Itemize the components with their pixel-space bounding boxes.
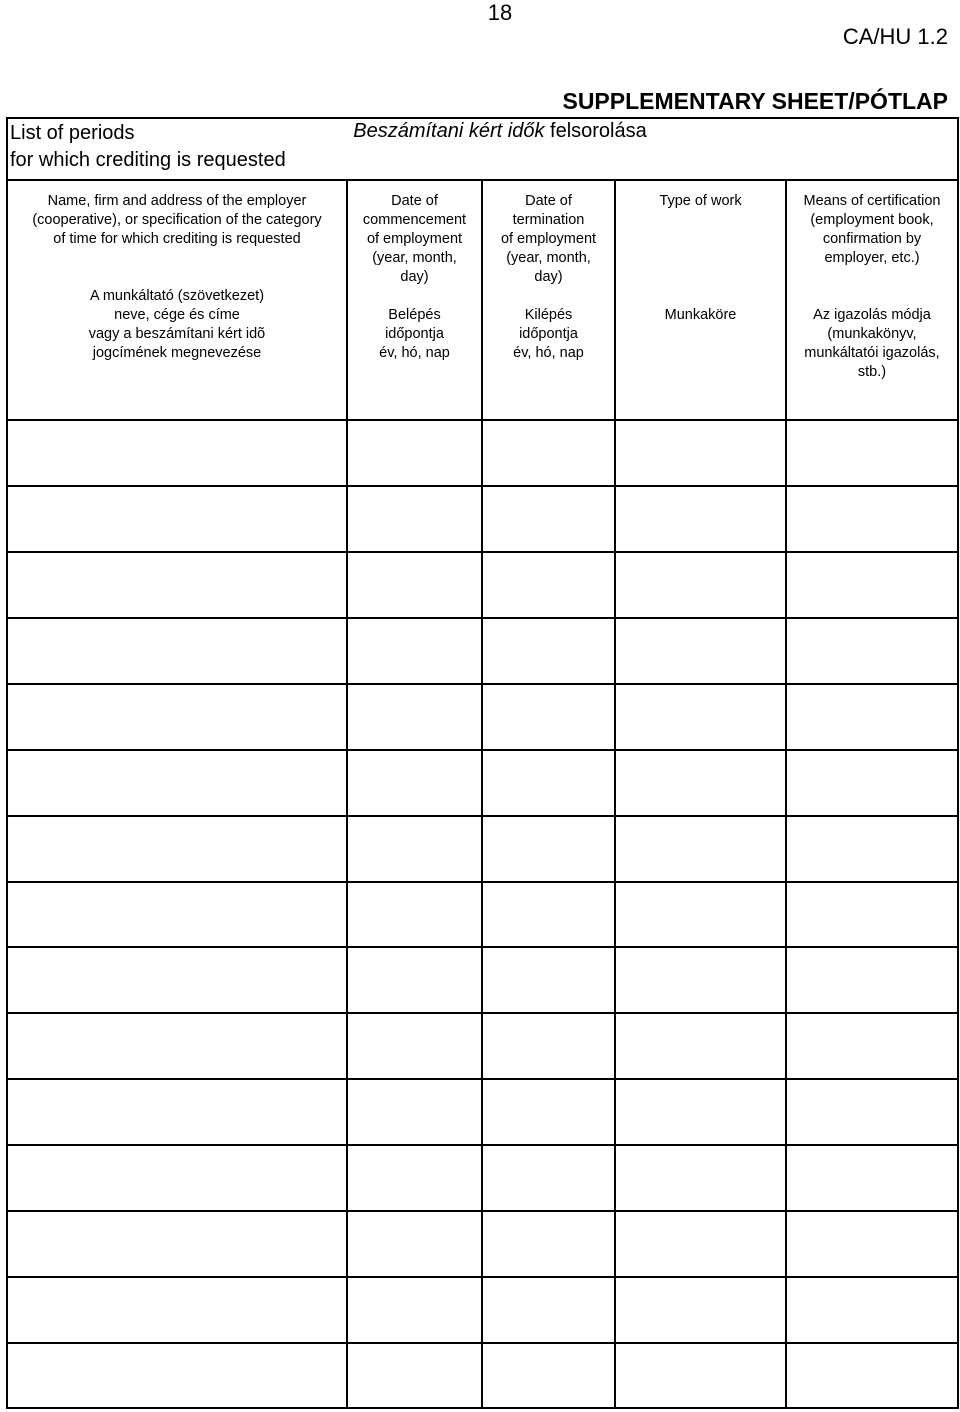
column-rule	[614, 180, 616, 1409]
col-hu-line: Munkaköre	[664, 307, 737, 323]
col-en-line: Date of	[525, 193, 572, 209]
col-en-line: Means of certification	[803, 193, 941, 209]
section-subtitle-rest: felsorolása	[544, 120, 647, 142]
column-header-type-of-work	[616, 192, 785, 325]
col-en-line: (employment book,	[810, 212, 934, 228]
col-en-line: Type of work	[659, 193, 742, 209]
col-en-line: Name, firm and address of the employer	[47, 193, 307, 209]
col-en-line: of employment	[366, 231, 463, 247]
col-en-line: employer, etc.)	[824, 250, 920, 266]
form-code: CA/HU 1.2	[842, 24, 948, 49]
col-en-line: confirmation by	[822, 231, 922, 247]
col-en-line: (cooperative), or specification of the category	[32, 212, 322, 228]
col-en-line: termination	[512, 212, 585, 228]
col-en-line: of employment	[500, 231, 597, 247]
col-en-line: commencement	[362, 212, 467, 228]
col-hu-line: A munkáltató (szövetkezet)	[89, 288, 265, 304]
column-header-employer	[8, 192, 346, 363]
column-header-commencement	[348, 192, 481, 363]
column-header-termination	[483, 192, 614, 363]
col-en-line: of time for which crediting is requested	[53, 231, 301, 247]
col-hu-line: Belépés	[388, 307, 441, 323]
col-en-line: day)	[534, 269, 563, 285]
col-hu-line: munkáltatói igazolás,	[804, 345, 940, 361]
col-hu-line: év, hó, nap	[513, 345, 584, 361]
section-subtitle-italic: Beszámítani kért idők	[353, 120, 545, 142]
col-hu-line: jogcímének megnevezése	[92, 345, 262, 361]
col-en-line: (year, month,	[372, 250, 457, 266]
page-number: 18	[487, 0, 513, 25]
col-en-line: day)	[400, 269, 429, 285]
section-title-line2: for which crediting is requested	[10, 149, 286, 171]
col-hu-line: Kilépés	[524, 307, 573, 323]
col-hu-line: időpontja	[385, 326, 444, 342]
col-hu-line: Az igazolás módja	[813, 307, 931, 323]
col-hu-line: (munkakönyv,	[827, 326, 917, 342]
col-hu-line: stb.)	[857, 364, 887, 380]
column-rule	[346, 180, 348, 1409]
col-hu-line: neve, cége és címe	[114, 307, 240, 323]
section-title-line1: List of periods	[10, 122, 135, 144]
column-header-certification	[787, 192, 957, 382]
section-subtitle	[0, 118, 960, 145]
col-hu-line: vagy a beszámítani kért idõ	[88, 326, 266, 342]
col-hu-line: év, hó, nap	[379, 345, 450, 361]
column-rule	[481, 180, 483, 1409]
sheet-title: SUPPLEMENTARY SHEET/PÓTLAP	[562, 88, 948, 114]
col-en-line: (year, month,	[506, 250, 591, 266]
col-en-line: Date of	[391, 193, 438, 209]
col-hu-line: időpontja	[519, 326, 578, 342]
